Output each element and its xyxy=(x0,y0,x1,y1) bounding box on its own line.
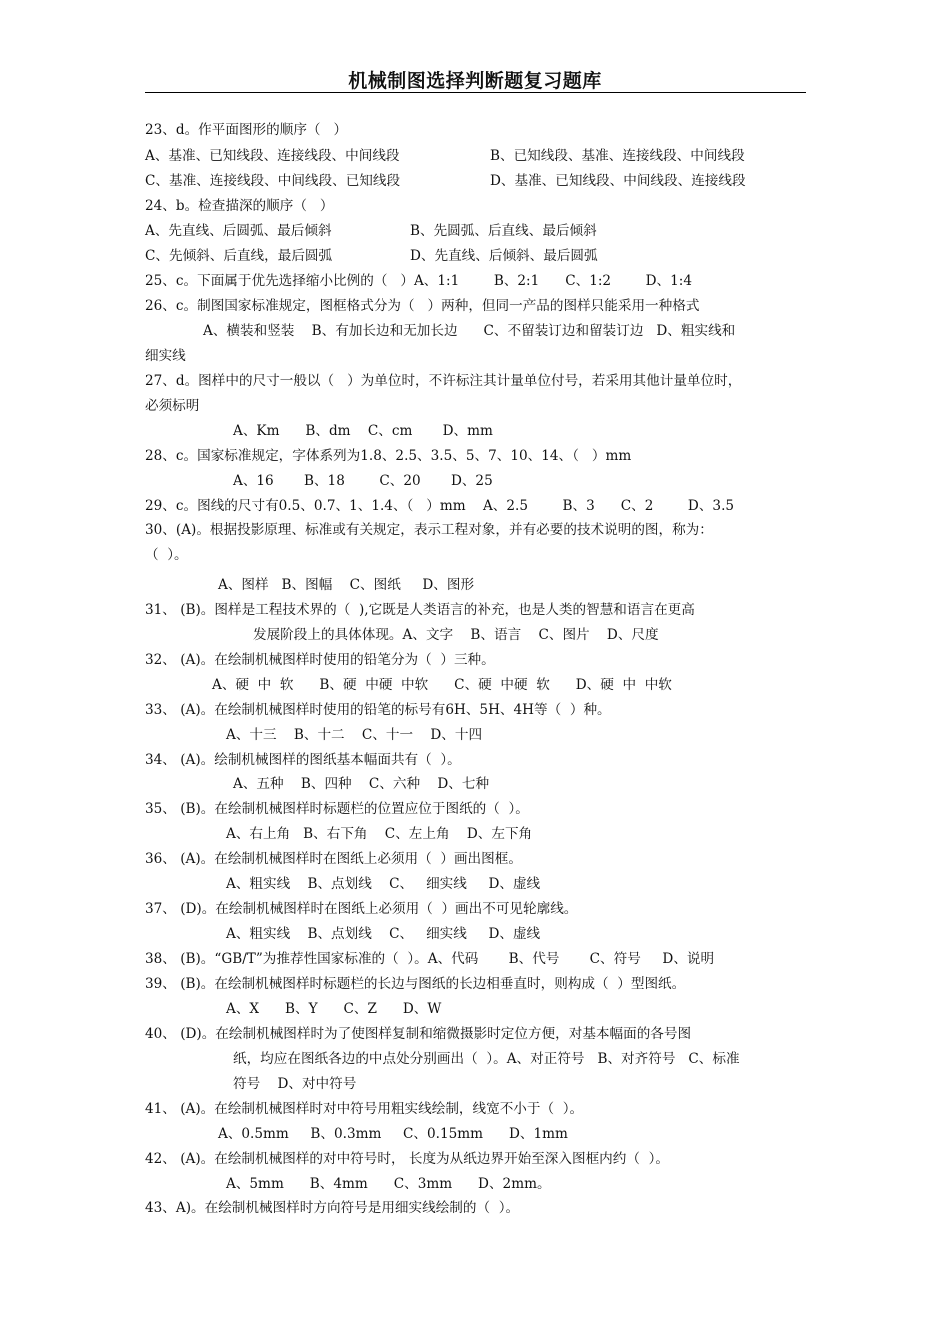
q27-options: A、Km B、dm C、cm D、mm xyxy=(233,423,493,439)
q39-stem: 39、 (B)。在绘制机械图样时标题栏的长边与图纸的长边相垂直时，则构成（ ）型图纸。 xyxy=(145,976,686,992)
q34-options: A、五种 B、四种 C、六种 D、七种 xyxy=(233,776,490,792)
q40-stem-cont: 纸，均应在图纸各边的中点处分别画出（ ）。A、对正符号 B、对齐符号 C、标准 xyxy=(233,1051,740,1067)
q42-options: A、5mm B、4mm C、3mm D、2mm。 xyxy=(226,1176,551,1192)
q28-stem: 28、c。国家标准规定，字体系列为1.8、2.5、3.5、5、7、10、14、（ ）mm xyxy=(145,448,632,464)
q24-option-d: D、先直线、后倾斜、最后圆弧 xyxy=(410,248,598,264)
q36-options: A、粗实线 B、点划线 C、 细实线 D、虚线 xyxy=(226,876,541,892)
q39-options: A、X B、Y C、Z D、W xyxy=(226,1001,442,1017)
q23-option-c: C、基准、连接线段、中间线段、已知线段 xyxy=(145,173,401,189)
q31-stem-cont: 发展阶段上的具体体现。A、文字 B、语言 C、图片 D、尺度 xyxy=(253,627,659,643)
q23-stem: 23、d。作平面图形的顺序（ ） xyxy=(145,122,348,138)
q24-option-b: B、先圆弧、后直线、最后倾斜 xyxy=(410,223,597,239)
q26-stem: 26、c。制图国家标准规定，图框格式分为（ ）两种，但同一产品的图样只能采用一种格式 xyxy=(145,298,700,314)
page-title: 机械制图选择判断题复习题库 xyxy=(348,70,602,92)
q40-stem: 40、 (D)。在绘制机械图样时为了使图样复制和缩微摄影时定位方便，对基本幅面的各号图 xyxy=(145,1026,692,1042)
q23-option-b: B、已知线段、基准、连接线段、中间线段 xyxy=(490,148,745,164)
q30-stem: 30、(A)。根据投影原理、标准或有关规定，表示工程对象，并有必要的技术说明的图，称为： xyxy=(145,522,713,538)
q33-options: A、十三 B、十二 C、十一 D、十四 xyxy=(226,727,483,743)
q37-options: A、粗实线 B、点划线 C、 细实线 D、虚线 xyxy=(226,926,541,942)
q31-stem: 31、 (B)。图样是工程技术界的（ ),它既是人类语言的补充，也是人类的智慧和语言在更高 xyxy=(145,602,695,618)
q24-stem: 24、b。检查描深的顺序（ ） xyxy=(145,198,334,214)
q34-stem: 34、 (A)。绘制机械图样的图纸基本幅面共有（ ）。 xyxy=(145,752,461,768)
q37-stem: 37、 (D)。在绘制机械图样时在图纸上必须用（ ）画出不可见轮廓线。 xyxy=(145,901,578,917)
q29-stem: 29、c。图线的尺寸有0.5、0.7、1、1.4、（ ）mm A、2.5 B、3 C、2 D、3.5 xyxy=(145,498,735,514)
q30-options: A、图样 B、图幅 C、图纸 D、图形 xyxy=(218,577,475,593)
q27-stem: 27、d。图样中的尺寸一般以（ ）为单位时，不许标注其计量单位付号，若采用其他计量单位时， xyxy=(145,373,742,389)
q23-option-a: A、基准、已知线段、连接线段、中间线段 xyxy=(145,148,400,164)
q25-stem: 25、c。下面属于优先选择缩小比例的（ ）A、1:1 B、2:1 C、1:2 D、1:4 xyxy=(145,273,693,289)
q40-stem-cont2: 符号 D、对中符号 xyxy=(233,1076,357,1092)
q42-stem: 42、 (A)。在绘制机械图样的对中符号时， 长度为从纸边界开始至深入图框内约（ ）。 xyxy=(145,1151,669,1167)
q26-options: A、横装和竖装 B、有加长边和无加长边 C、不留装订边和留装订边 D、粗实线和 xyxy=(203,323,736,339)
q41-stem: 41、 (A)。在绘制机械图样时对中符号用粗实线绘制，线宽不小于（ ）。 xyxy=(145,1101,584,1117)
q32-stem: 32、 (A)。在绘制机械图样时使用的铅笔分为（ ）三种。 xyxy=(145,652,495,668)
q23-option-d: D、基准、已知线段、中间线段、连接线段 xyxy=(490,173,746,189)
q36-stem: 36、 (A)。在绘制机械图样时在图纸上必须用（ ）画出图框。 xyxy=(145,851,522,867)
q24-option-c: C、先倾斜、后直线，最后圆弧 xyxy=(145,248,333,264)
q30-stem-cont: （ ）。 xyxy=(145,547,188,563)
q43-stem: 43、A)。在绘制机械图样时方向符号是用细实线绘制的（ ）。 xyxy=(145,1200,520,1216)
q41-options: A、0.5mm B、0.3mm C、0.15mm D、1mm xyxy=(218,1126,568,1142)
q32-options: A、硬 中 软 B、硬 中硬 中软 C、硬 中硬 软 D、硬 中 中软 xyxy=(212,677,672,693)
q27-stem-cont: 必须标明 xyxy=(145,398,200,414)
q35-stem: 35、 (B)。在绘制机械图样时标题栏的位置应位于图纸的（ ）。 xyxy=(145,801,529,817)
q35-options: A、右上角 B、右下角 C、左上角 D、左下角 xyxy=(226,826,533,842)
q38-stem: 38、 (B)。“GB/T”为推荐性国家标准的（ ）。A、代码 B、代号 C、符号 D、说明 xyxy=(145,951,715,967)
q28-options: A、16 B、18 C、20 D、25 xyxy=(233,473,493,489)
q26-options-cont: 细实线 xyxy=(145,348,186,364)
q24-option-a: A、先直线、后圆弧、最后倾斜 xyxy=(145,223,332,239)
q33-stem: 33、 (A)。在绘制机械图样时使用的铅笔的标号有6H、5H、4H等（ ）种。 xyxy=(145,702,611,718)
